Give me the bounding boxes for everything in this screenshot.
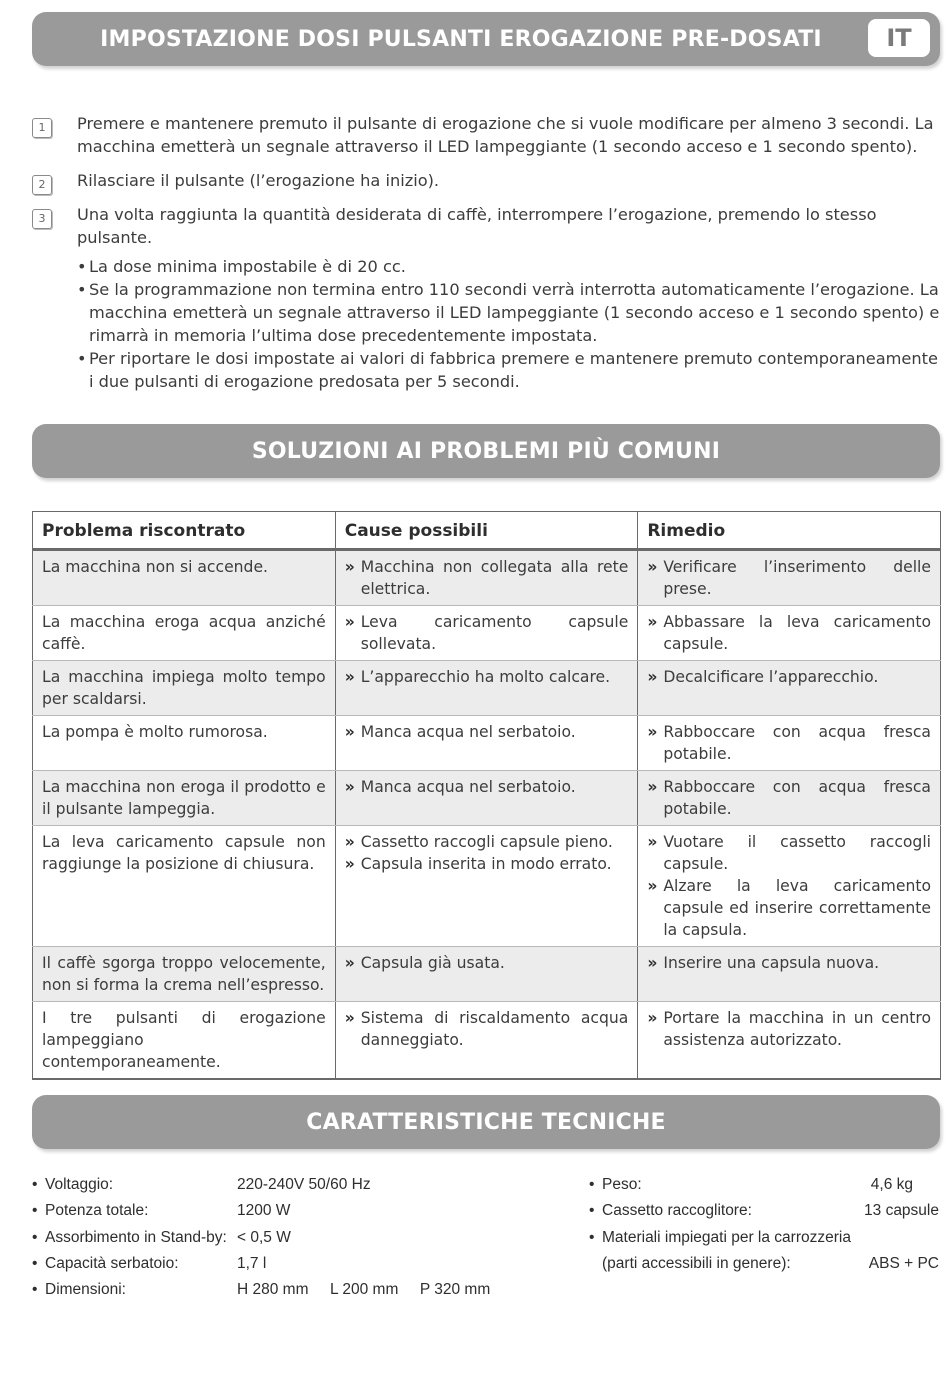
step-text: Premere e mantenere premuto il pulsante di erogazione che si vuole modificare per almeno 3 secondi. La macchina emetterà un segnale attraverso il LED lampeggiante (1 secondo acceso e 1 secondo spento). bbox=[77, 114, 934, 156]
causes-cell bbox=[335, 771, 638, 826]
section-title: SOLUZIONI AI PROBLEMI PIÙ COMUNI bbox=[251, 439, 721, 464]
remedy-item: » Decalcificare l’apparecchio. bbox=[647, 666, 931, 688]
table-row bbox=[33, 826, 941, 947]
spec-value: 1,7 l bbox=[237, 1254, 267, 1272]
cause-item: » Capsula inserita in modo errato. bbox=[345, 853, 629, 875]
section-title: IMPOSTAZIONE DOSI PULSANTI EROGAZIONE PRE-DOSATI bbox=[100, 27, 822, 52]
problem-cell: Il caffè sgorga troppo velocemente, non si forma la crema nell’espresso. bbox=[33, 947, 336, 1002]
spec-value: ABS + PC bbox=[868, 1254, 939, 1272]
spec-label: Cassetto raccoglitore: bbox=[602, 1202, 752, 1220]
problem-cell: I tre pulsanti di erogazione lampeggiano contemporaneamente. bbox=[33, 1002, 336, 1080]
step-number: 3 bbox=[32, 209, 52, 229]
step-item bbox=[32, 169, 942, 192]
cause-item: » Manca acqua nel serbatoio. bbox=[345, 721, 629, 743]
remedy-cell bbox=[638, 771, 941, 826]
spec-row: • Potenza totale: 1200 W bbox=[32, 1198, 502, 1224]
spec-label: Voltaggio: bbox=[45, 1176, 114, 1193]
problem-cell: La leva caricamento capsule non raggiunge la posizione di chiusura. bbox=[33, 826, 336, 947]
spec-label: Dimensioni: bbox=[45, 1281, 126, 1299]
table-row bbox=[33, 947, 941, 1002]
spec-value: 13 capsule bbox=[864, 1202, 939, 1220]
problem-cell: La pompa è molto rumorosa. bbox=[33, 716, 336, 771]
remedy-item: » Abbassare la leva caricamento capsule. bbox=[647, 611, 931, 655]
spec-row: • Peso: 4,6 kg bbox=[589, 1172, 941, 1198]
problem-cell: La macchina eroga acqua anziché caffè. bbox=[33, 606, 336, 661]
causes-cell bbox=[335, 550, 638, 606]
step-item bbox=[32, 203, 942, 249]
remedy-cell bbox=[638, 606, 941, 661]
spec-row: • Dimensioni: H 280 mm L 200 mm P 320 mm bbox=[32, 1277, 502, 1303]
spec-row: • Assorbimento in Stand-by: < 0,5 W bbox=[32, 1225, 502, 1251]
table-row bbox=[33, 661, 941, 716]
table-row bbox=[33, 606, 941, 661]
note-item: • La dose minima impostabile è di 20 cc. bbox=[77, 255, 942, 278]
table-row bbox=[33, 771, 941, 826]
section-banner-specs bbox=[32, 1095, 940, 1149]
remedy-cell bbox=[638, 716, 941, 771]
spec-row: • Capacità serbatoio: 1,7 l bbox=[32, 1251, 502, 1277]
spec-label: Peso: bbox=[602, 1176, 642, 1193]
cause-item: » Manca acqua nel serbatoio. bbox=[345, 776, 629, 798]
causes-cell bbox=[335, 826, 638, 947]
column-header-remedy: Rimedio bbox=[638, 512, 941, 550]
language-badge: IT bbox=[868, 19, 930, 57]
causes-cell bbox=[335, 716, 638, 771]
specs-right-list bbox=[589, 1172, 941, 1277]
remedy-cell bbox=[638, 550, 941, 606]
section-banner-dose-settings bbox=[32, 12, 940, 66]
spec-value: H 280 mm L 200 mm P 320 mm bbox=[237, 1281, 491, 1299]
cause-item: » Leva caricamento capsule sollevata. bbox=[345, 611, 629, 655]
problem-cell: La macchina non eroga il prodotto e il pulsante lampeggia. bbox=[33, 771, 336, 826]
causes-cell bbox=[335, 606, 638, 661]
cause-item: » Capsula già usata. bbox=[345, 952, 629, 974]
remedy-item: » Rabboccare con acqua fresca potabile. bbox=[647, 721, 931, 765]
spec-row: • Cassetto raccoglitore: 13 capsule bbox=[589, 1198, 941, 1224]
remedy-item: » Portare la macchina in un centro assistenza autorizzato. bbox=[647, 1007, 931, 1051]
spec-label: Potenza totale: bbox=[45, 1202, 149, 1220]
spec-value: 4,6 kg bbox=[870, 1176, 913, 1193]
remedy-item: » Alzare la leva caricamento capsule ed inserire correttamente la capsula. bbox=[647, 875, 931, 941]
column-header-causes: Cause possibili bbox=[335, 512, 638, 550]
causes-cell bbox=[335, 1002, 638, 1080]
notes-list bbox=[32, 255, 942, 393]
column-header-problem: Problema riscontrato bbox=[33, 512, 336, 550]
causes-cell bbox=[335, 947, 638, 1002]
remedy-item: » Inserire una capsula nuova. bbox=[647, 952, 931, 974]
step-item bbox=[32, 112, 942, 158]
remedy-cell bbox=[638, 947, 941, 1002]
note-item: • Per riportare le dosi impostate ai valori di fabbrica premere e mantenere premuto contemporaneamente i due pulsanti di erogazione predosata per 5 secondi. bbox=[77, 347, 942, 393]
table-row bbox=[33, 1002, 941, 1080]
spec-label: Assorbimento in Stand-by: bbox=[45, 1228, 227, 1246]
remedy-item: » Rabboccare con acqua fresca potabile. bbox=[647, 776, 931, 820]
spec-label: Capacità serbatoio: bbox=[45, 1254, 179, 1272]
table-row bbox=[33, 550, 941, 606]
problem-cell: La macchina impiega molto tempo per scaldarsi. bbox=[33, 661, 336, 716]
table-row bbox=[33, 716, 941, 771]
specs-left-list bbox=[32, 1172, 502, 1303]
problem-cell: La macchina non si accende. bbox=[33, 550, 336, 606]
cause-item: » Cassetto raccogli capsule pieno. bbox=[345, 831, 629, 853]
spec-label: Materiali impiegati per la carrozzeria bbox=[602, 1228, 851, 1246]
step-number: 1 bbox=[32, 118, 52, 138]
step-text: Una volta raggiunta la quantità desiderata di caffè, interrompere l’erogazione, premendo lo stesso pulsante. bbox=[77, 205, 877, 247]
spec-row bbox=[589, 1251, 941, 1277]
spec-value: < 0,5 W bbox=[237, 1228, 291, 1246]
remedy-cell bbox=[638, 826, 941, 947]
spec-row: • Materiali impiegati per la carrozzeria bbox=[589, 1225, 941, 1251]
table-body bbox=[33, 550, 941, 1080]
spec-row: • Voltaggio: 220-240V 50/60 Hz bbox=[32, 1172, 502, 1198]
remedy-item: » Verificare l’inserimento delle prese. bbox=[647, 556, 931, 600]
cause-item: » Sistema di riscaldamento acqua danneggiato. bbox=[345, 1007, 629, 1051]
section-title: CARATTERISTICHE TECNICHE bbox=[306, 1110, 666, 1135]
troubleshooting-table bbox=[32, 511, 941, 1080]
step-number: 2 bbox=[32, 175, 52, 195]
remedy-cell bbox=[638, 1002, 941, 1080]
causes-cell bbox=[335, 661, 638, 716]
section-banner-troubleshooting bbox=[32, 424, 940, 478]
table-header-row bbox=[33, 512, 941, 550]
spec-value: 1200 W bbox=[237, 1202, 291, 1220]
cause-item: » Macchina non collegata alla rete elettrica. bbox=[345, 556, 629, 600]
remedy-cell bbox=[638, 661, 941, 716]
spec-value: 220-240V 50/60 Hz bbox=[237, 1176, 371, 1193]
remedy-item: » Vuotare il cassetto raccogli capsule. bbox=[647, 831, 931, 875]
note-item: • Se la programmazione non termina entro 110 secondi verrà interrotta automaticamente l’erogazione. La macchina emetterà un segnale attraverso il LED lampeggiante (1 secondo acceso e 1 secondo spento) e rimarrà in memoria l’ultima dose precedentemente impostata. bbox=[77, 278, 942, 347]
step-text: Rilasciare il pulsante (l’erogazione ha inizio). bbox=[77, 171, 440, 190]
spec-label: (parti accessibili in genere): bbox=[602, 1254, 791, 1272]
cause-item: » L’apparecchio ha molto calcare. bbox=[345, 666, 629, 688]
steps-list bbox=[32, 112, 942, 393]
